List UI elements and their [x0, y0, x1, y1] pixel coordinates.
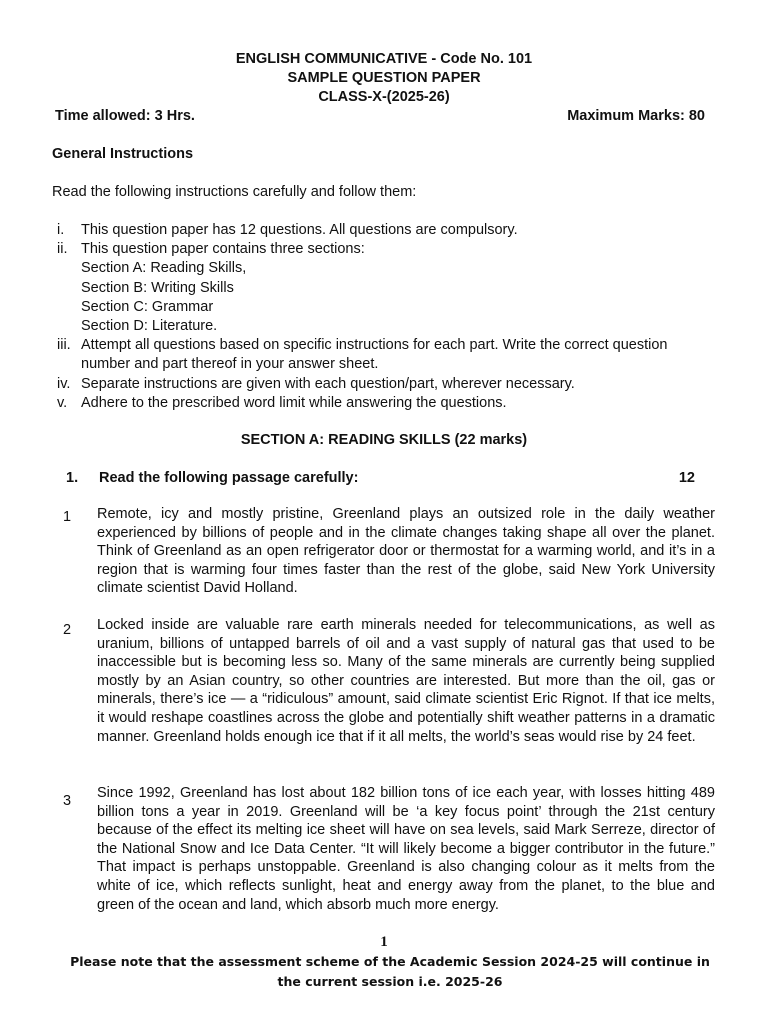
assessment-note: Please note that the assessment scheme of the Academic Session 2024-25 will continue in the current session i.e. 2025-26	[70, 954, 710, 989]
list-item-number: v.	[57, 394, 68, 411]
list-item-text: Adhere to the prescribed word limit while answering the questions.	[81, 394, 507, 411]
list-item	[57, 317, 717, 336]
list-item-text: Section C: Grammar	[81, 298, 214, 315]
list-item-number: iv.	[57, 375, 71, 392]
question-marks: 12	[678, 470, 695, 486]
list-item	[57, 240, 717, 259]
paragraph-number: 3	[63, 793, 72, 809]
page-number: 1	[380, 934, 388, 950]
time-allowed: Time allowed: 3 Hrs.	[55, 108, 195, 124]
class-label: CLASS-X-(2025-26)	[318, 89, 450, 105]
list-item-text: Section D: Literature.	[81, 318, 218, 335]
list-item-text: Separate instructions are given with each question/part, wherever necessary.	[81, 375, 575, 392]
list-item-text: Section B: Writing Skills	[81, 279, 234, 296]
list-item-text: Attempt all questions based on specific instructions for each part. Write the correct question number and part thereof in your answer sheet.	[81, 337, 668, 373]
list-item-number: ii.	[57, 241, 68, 258]
list-item-number: i.	[57, 222, 65, 238]
instructions-list	[57, 221, 717, 413]
passage-paragraph: Remote, icy and mostly pristine, Greenland plays an outsized role in the daily weather experienced by billions of people and in the climate changes taking shape all over the planet. Think of Greenland as an open refrigerator door or thermostat for a warming world, and it’s in a region that is warming four times faster than the rest of the globe, said New York University climate scientist David Holland.	[97, 506, 715, 597]
list-item	[57, 394, 717, 413]
general-instructions-heading: General Instructions	[52, 146, 194, 162]
instructions-intro: Read the following instructions carefully and follow them:	[52, 184, 417, 200]
list-item	[57, 259, 717, 278]
paper-title: ENGLISH COMMUNICATIVE - Code No. 101	[235, 51, 533, 67]
list-item	[57, 375, 717, 394]
section-a-heading: SECTION A: READING SKILLS (22 marks)	[240, 432, 528, 448]
list-item-number: iii.	[57, 337, 71, 354]
question-number: 1.	[66, 470, 79, 486]
paper-subtitle: SAMPLE QUESTION PAPER	[287, 70, 481, 86]
passage-paragraph: Since 1992, Greenland has lost about 182 billion tons of ice each year, with losses hitting 489 billion tons a year in 2019. Greenland will be ‘a key focus point’ through the 21st century because of the effect its melting ice sheet will have on sea levels, said Mark Serreze, director of the National Snow and Ice Data Center. “It will likely become a bigger contributor in the future.” That impact is perhaps unstoppable. Greenland is also changing colour as it melts from the white of ice, which reflects sunlight, heat and energy away from the planet, to the blue and green of the ocean and land, which absorb much more energy.	[97, 785, 715, 913]
list-item	[57, 336, 717, 374]
paragraph-number: 2	[63, 622, 72, 638]
list-item	[57, 279, 717, 298]
list-item-text: This question paper contains three sections:	[81, 241, 365, 258]
maximum-marks: Maximum Marks: 80	[567, 108, 705, 124]
paragraph-number: 1	[63, 509, 72, 525]
list-item-text: This question paper has 12 questions. All questions are compulsory.	[81, 222, 518, 238]
list-item	[57, 221, 717, 240]
list-item-text: Section A: Reading Skills,	[81, 260, 247, 277]
list-item	[57, 298, 717, 317]
question-text: Read the following passage carefully:	[99, 470, 359, 486]
passage-paragraph: Locked inside are valuable rare earth minerals needed for telecommunications, as well as uranium, billions of untapped barrels of oil and a vast supply of natural gas that used to be inaccessible but is becoming less so. Many of the same minerals are currently being supplied mostly by an Asian country, so other countries are interested. But more than the oil, gas or minerals, there’s ice — a “ridiculous” amount, said climate scientist Eric Rignot. If that ice melts, it would reshape coastlines across the globe and potentially shift weather patterns in a dramatic manner. Greenland holds enough ice that if it all melts, the world’s seas would rise by 24 feet.	[97, 617, 715, 745]
